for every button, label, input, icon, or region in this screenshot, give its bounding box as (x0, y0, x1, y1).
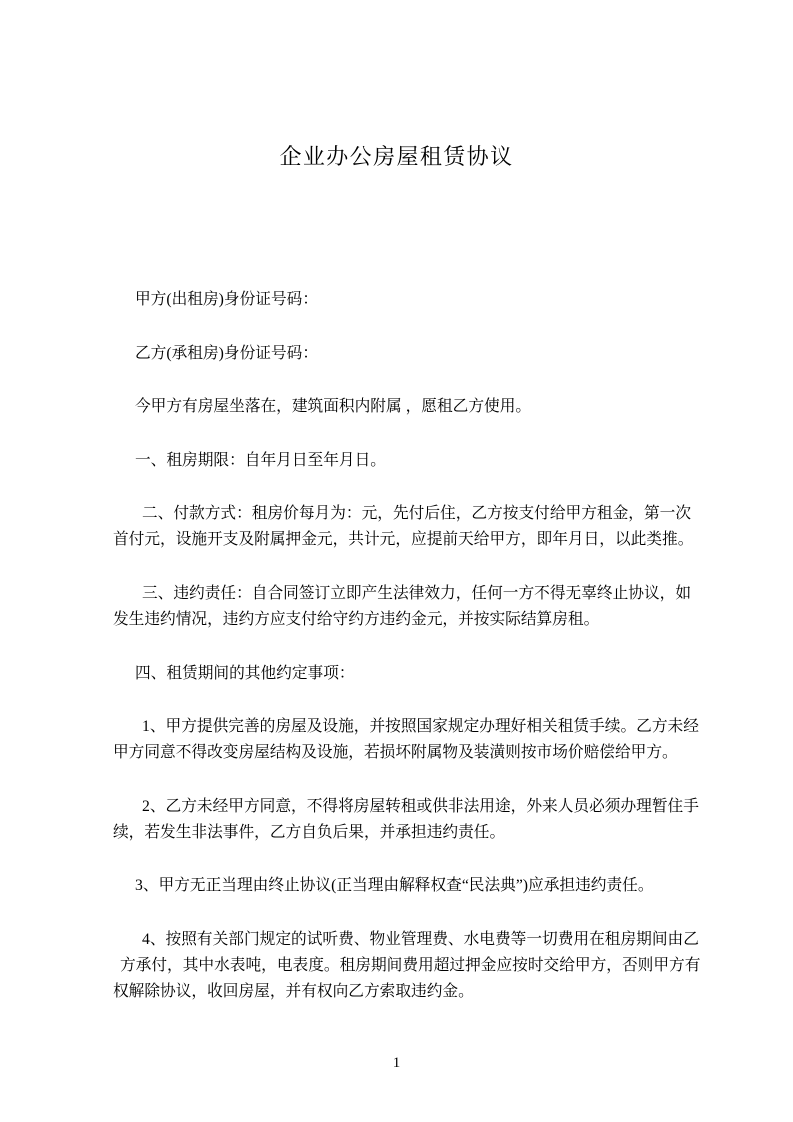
text-line: 4、按照有关部门规定的试听费、物业管理费、水电费等一切费用在租房期间由乙 (142, 930, 699, 948)
document-title: 企业办公房屋租赁协议 (279, 144, 514, 169)
text-line: 甲方同意不得改变房屋结构及设施，若损坏附属物及装潢则按市场价赔偿给甲方。 (113, 744, 678, 762)
term-item-2 (113, 794, 733, 846)
text-line: 一、租房期限：自年月日至年月日。 (135, 451, 386, 469)
text-line: 方承付，其中水表吨，电表度。租房期间费用超过押金应按时交给甲方，否则甲方有 (120, 956, 701, 974)
term-item-1 (113, 714, 733, 766)
page-number: 1 (392, 1055, 401, 1071)
text-line: 续，若发生非法事件，乙方自负后果，并承担违约责任。 (113, 823, 506, 841)
text-line: 1、甲方提供完善的房屋及设施，并按照国家规定办理好相关租赁手续。乙方未经 (142, 718, 699, 736)
text-line: 今甲方有房屋坐落在，建筑面积内附属 ，愿租乙方使用。 (135, 398, 532, 416)
party-a-id-line (113, 287, 733, 313)
other-terms-heading (113, 661, 733, 687)
property-location-clause (113, 394, 733, 420)
breach-liability-clause (113, 581, 733, 633)
text-line: 三、违约责任：自合同签订立即产生法律效力，任何一方不得无辜终止协议，如 (142, 584, 692, 602)
text-line: 发生违约情况，违约方应支付给守约方违约金元，并按实际结算房租。 (113, 610, 600, 628)
term-item-4 (113, 927, 733, 1005)
text-line: 3、甲方无正当理由终止协议(正当理由解释权查“民法典”)应承担违约责任。 (135, 877, 654, 895)
term-item-3 (113, 873, 733, 899)
lease-term-clause (113, 448, 733, 474)
text-line: 乙方(承租房)身份证号码： (135, 344, 319, 362)
text-line: 二、付款方式：租房价每月为：元，先付后住，乙方按支付给甲方租金，第一次 (142, 505, 692, 523)
party-b-id-line (113, 341, 733, 367)
text-line: 首付元，设施开支及附属押金元，共计元，应提前天给甲方，即年月日，以此类推。 (113, 531, 694, 549)
text-line: 权解除协议，收回房屋，并有权向乙方索取违约金。 (113, 982, 474, 1000)
text-line: 甲方(出租房)身份证号码： (135, 291, 319, 308)
text-line: 四、租赁期间的其他约定事项： (135, 664, 355, 682)
document-body (113, 287, 733, 1033)
text-line: 2、乙方未经甲方同意，不得将房屋转租或供非法用途，外来人员必须办理暂住手 (142, 797, 699, 815)
payment-method-clause (113, 501, 733, 553)
